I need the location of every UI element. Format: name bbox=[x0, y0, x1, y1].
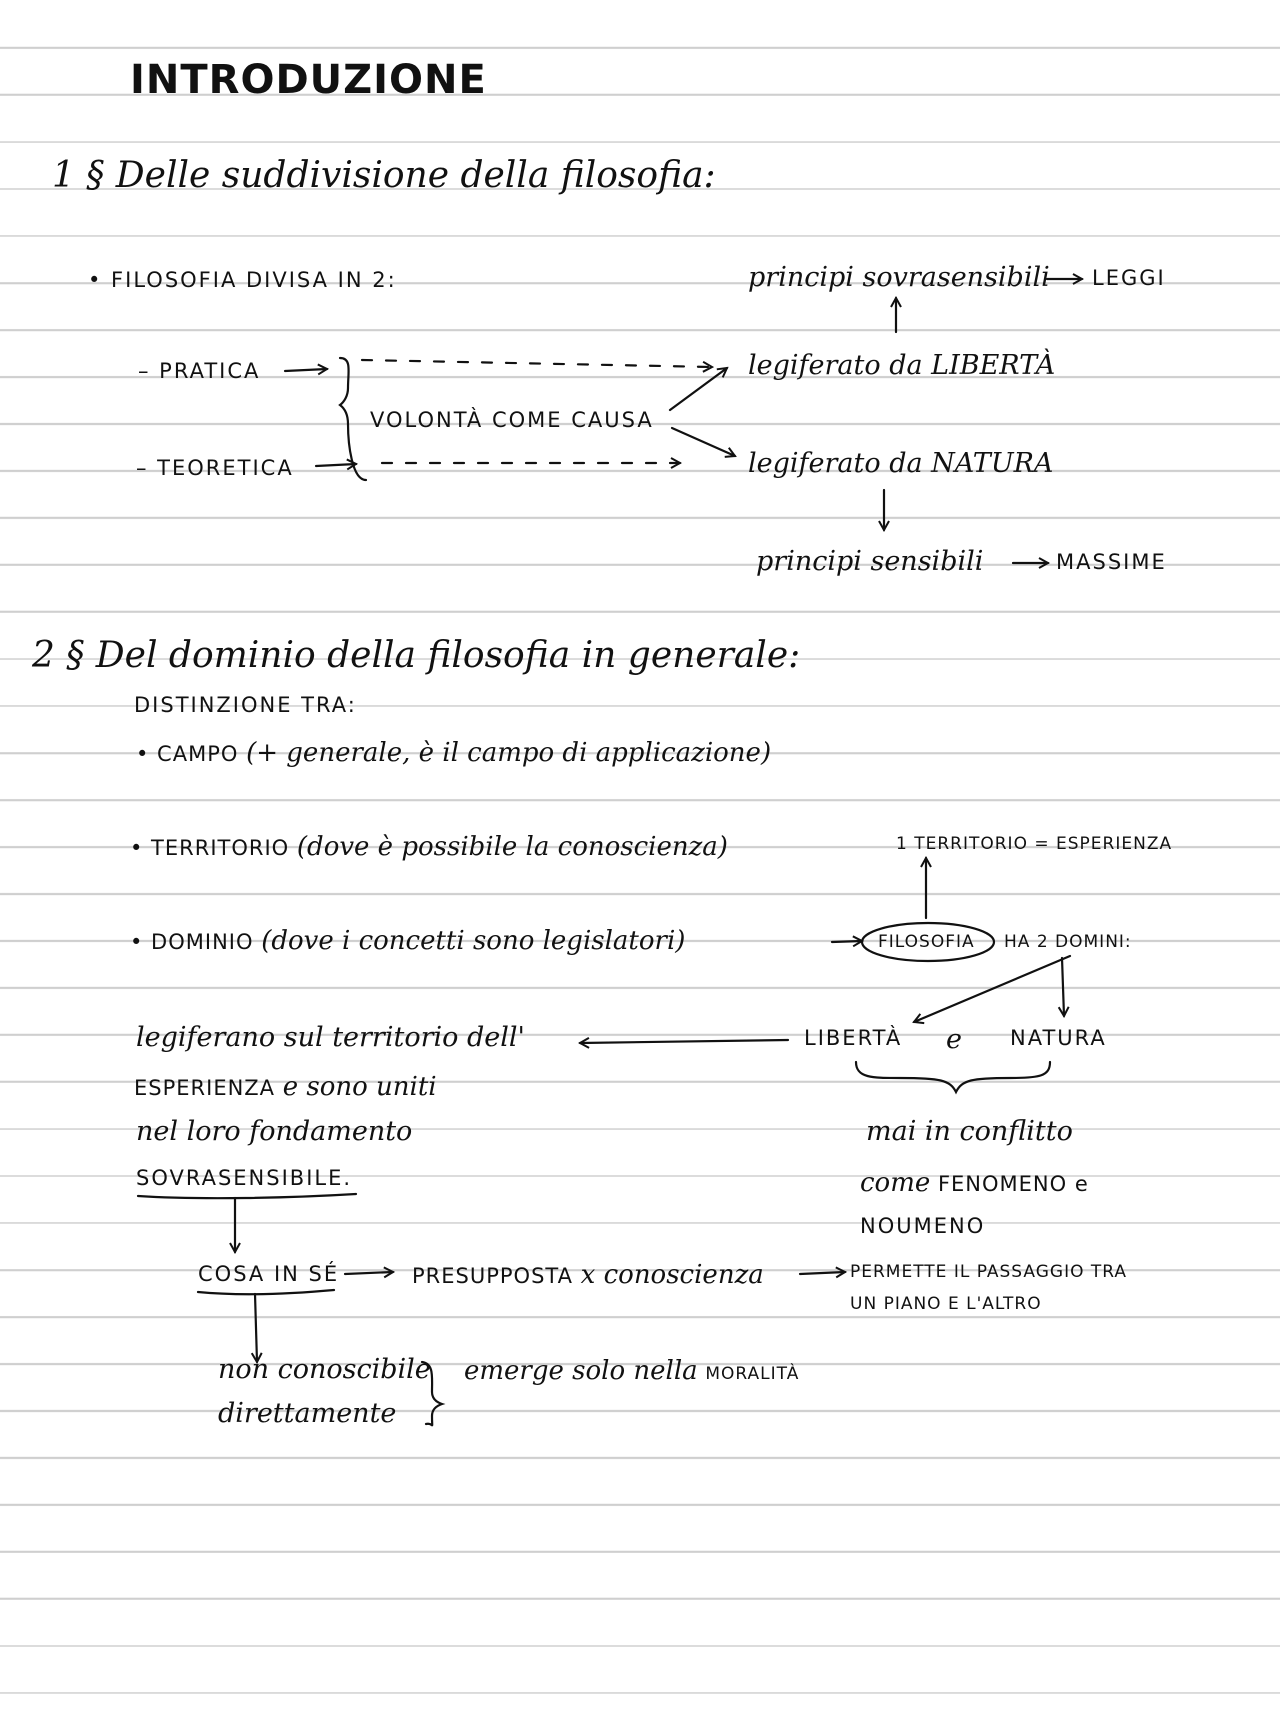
campo-label: • CAMPO bbox=[136, 742, 239, 766]
territorio-line bbox=[130, 834, 728, 860]
section1-heading: 1 § Delle suddivisione della filosofia: bbox=[52, 155, 716, 196]
presupposta-line bbox=[412, 1262, 764, 1288]
dominio-label: • DOMINIO bbox=[130, 930, 254, 954]
come-fenomeno-line bbox=[860, 1170, 1089, 1196]
territorio-esperienza: 1 TERRITORIO = ESPERIENZA bbox=[896, 834, 1173, 854]
cosa-in-se: COSA IN SÉ bbox=[198, 1262, 340, 1286]
legiferato-da-liberta: legiferato da LIBERTÀ bbox=[748, 350, 1056, 381]
mai-in-conflitto: mai in conflitto bbox=[866, 1116, 1073, 1147]
e-connector: e bbox=[946, 1024, 962, 1055]
permette-line-1: PERMETTE IL PASSAGGIO TRA bbox=[850, 1262, 1128, 1282]
arrow-volonta-natura bbox=[672, 428, 735, 456]
non-conoscibile: non conoscibile bbox=[218, 1354, 431, 1385]
principi-sensibili: principi sensibili bbox=[756, 546, 984, 577]
distinzione-tra: DISTINZIONE TRA: bbox=[134, 693, 357, 717]
pratica-label: – PRATICA bbox=[138, 359, 261, 383]
e-sono-uniti: e sono uniti bbox=[282, 1072, 437, 1102]
noumeno-label: NOUMENO bbox=[860, 1214, 986, 1238]
dominio-line bbox=[130, 928, 685, 954]
legiferano-line-2 bbox=[134, 1074, 437, 1100]
arrow-dominio-filosofia bbox=[832, 941, 862, 942]
presupposta-label: PRESUPPOSTA bbox=[412, 1264, 573, 1288]
massime-label: MASSIME bbox=[1056, 550, 1167, 574]
dominio-note: (dove i concetti sono legislatori) bbox=[261, 926, 686, 956]
underbrace-liberta-natura bbox=[856, 1062, 1050, 1092]
arrow-teoretica bbox=[316, 464, 356, 466]
arrow-domini-natura bbox=[1062, 958, 1064, 1016]
sovrasensibile-label: SOVRASENSIBILE. bbox=[136, 1166, 353, 1190]
moralita-label: MORALITÀ bbox=[705, 1364, 800, 1384]
arrow-liberta-legiferano bbox=[580, 1040, 788, 1043]
come-word: come bbox=[860, 1168, 931, 1198]
emerge-solo-nella: emerge solo nella bbox=[464, 1356, 698, 1386]
arrow-cosa-presupposta bbox=[345, 1272, 393, 1274]
fenomeno-label: FENOMENO e bbox=[937, 1172, 1089, 1196]
dashed-arrow-pratica bbox=[362, 360, 712, 367]
ha-2-domini: HA 2 DOMINI: bbox=[1004, 932, 1132, 952]
arrow-pratica bbox=[285, 369, 327, 371]
liberta-label: LIBERTÀ bbox=[804, 1026, 903, 1050]
legiferano-line-3: nel loro fondamento bbox=[136, 1116, 413, 1147]
bullet-filosofia-divisa: • FILOSOFIA DIVISA IN 2: bbox=[88, 268, 397, 292]
principi-sovrasensibili: principi sovrasensibili bbox=[748, 262, 1050, 293]
esperienza-label: ESPERIENZA bbox=[134, 1076, 276, 1100]
arrow-volonta-liberta bbox=[670, 368, 727, 410]
page-title: INTRODUZIONE bbox=[130, 57, 487, 103]
territorio-note: (dove è possibile la conoscienza) bbox=[296, 832, 728, 862]
volonta-come-causa: VOLONTÀ COME CAUSA bbox=[370, 408, 654, 432]
natura-label: NATURA bbox=[1010, 1026, 1107, 1050]
emerge-line bbox=[464, 1358, 799, 1384]
leggi-label: LEGGI bbox=[1092, 266, 1166, 290]
campo-line bbox=[136, 740, 771, 766]
underline-sovrasensibile bbox=[138, 1194, 356, 1198]
per-conoscienza: x conoscienza bbox=[580, 1260, 764, 1290]
teoretica-label: – TEORETICA bbox=[136, 456, 294, 480]
arrow-presupposta-permette bbox=[800, 1272, 845, 1274]
legiferano-line-1: legiferano sul territorio dell' bbox=[136, 1022, 525, 1053]
legiferato-da-natura: legiferato da NATURA bbox=[748, 448, 1054, 479]
filosofia-label: FILOSOFIA bbox=[878, 932, 975, 952]
arrow-down-non-conoscibile bbox=[255, 1294, 257, 1362]
arrow-domini-liberta bbox=[914, 956, 1070, 1022]
underline-cosa-in-se bbox=[198, 1290, 334, 1294]
section2-heading: 2 § Del dominio della filosofia in generale: bbox=[32, 635, 801, 676]
permette-line-2: UN PIANO E L'ALTRO bbox=[850, 1294, 1042, 1314]
curly-brace-pratica-teoretica bbox=[340, 358, 366, 480]
campo-note: (+ generale, è il campo di applicazione) bbox=[246, 738, 772, 768]
territorio-label: • TERRITORIO bbox=[130, 836, 290, 860]
direttamente: direttamente bbox=[218, 1398, 397, 1429]
